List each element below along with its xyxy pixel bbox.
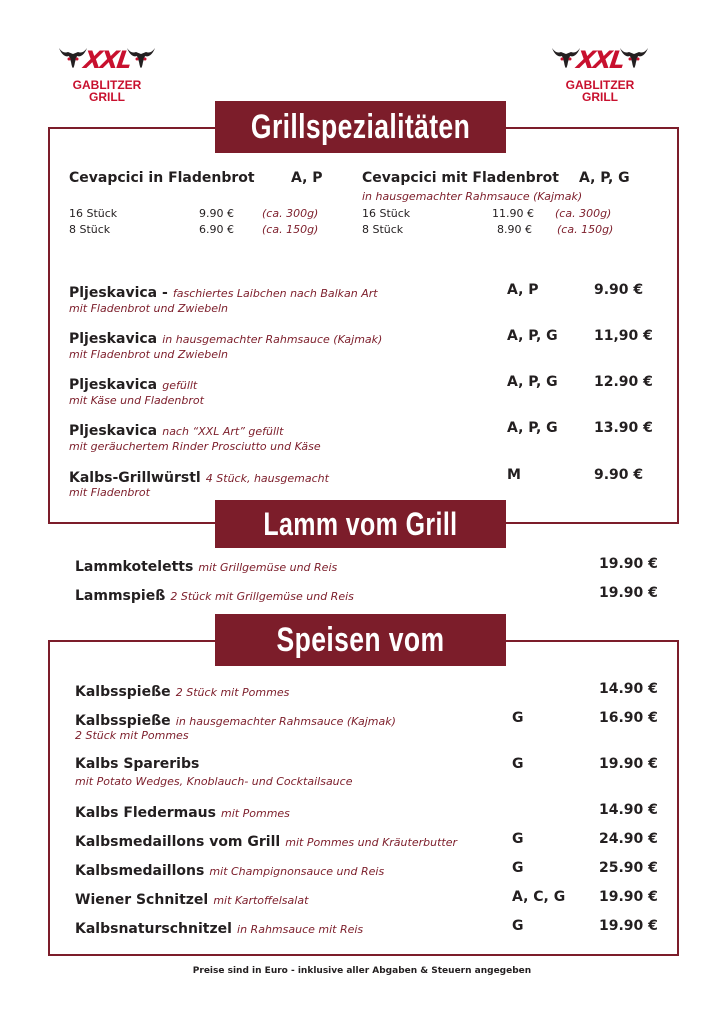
item-name: Kalbsnaturschnitzel xyxy=(75,921,232,937)
item-name: Pljeskavica - xyxy=(69,285,168,301)
footer-note: Preise sind in Euro - inklusive aller Abgaben & Steuern angegeben xyxy=(192,966,532,976)
cevapcici-right-name: Cevapcici mit Fladenbrot xyxy=(362,170,559,186)
item-price: 19.90 € xyxy=(599,889,658,905)
item-description: in Rahmsauce mit Reis xyxy=(237,923,364,936)
item-name: Kalbsmedaillons vom Grill xyxy=(75,834,281,850)
item-price: 9.90 € xyxy=(594,467,644,483)
cevapcici-right-qty-2: 8 Stück xyxy=(362,223,404,236)
item-description-2: mit Fladenbrot und Zwiebeln xyxy=(69,302,229,315)
item-price: 16.90 € xyxy=(599,710,658,726)
item-description: in hausgemachter Rahmsauce (Kajmak) xyxy=(162,333,383,346)
item-name: Kalbsspieße xyxy=(75,684,171,700)
cevapcici-right-qty-1: 16 Stück xyxy=(362,207,411,220)
item-description: nach “XXL Art” gefüllt xyxy=(162,425,284,438)
item-price: 24.90 € xyxy=(599,831,658,847)
grill-section-frame xyxy=(48,127,679,524)
logo-mark: XXL xyxy=(81,46,133,74)
item-description-2: mit geräuchertem Rinder Prosciutto und Käse xyxy=(69,440,321,453)
logo-right xyxy=(550,44,650,110)
item-allergens: A, C, G xyxy=(512,889,566,905)
item-price: 14.90 € xyxy=(599,681,658,697)
item-price: 13.90 € xyxy=(594,420,653,436)
cevapcici-right-weight-2: (ca. 150g) xyxy=(557,223,614,236)
item-name: Kalbs Fledermaus xyxy=(75,805,216,821)
item-allergens: G xyxy=(512,756,524,772)
item-name: Pljeskavica xyxy=(69,423,158,439)
item-price: 19.90 € xyxy=(599,556,658,572)
item-description-2: mit Fladenbrot und Zwiebeln xyxy=(69,348,229,361)
item-description-2: 2 Stück mit Pommes xyxy=(75,729,189,742)
item-allergens: M xyxy=(507,467,521,483)
cevapcici-right-allergens: A, P, G xyxy=(579,170,630,186)
logo-mark: XXL xyxy=(574,46,626,74)
item-allergens: A, P, G xyxy=(507,328,558,344)
item-description: in hausgemachter Rahmsauce (Kajmak) xyxy=(175,715,396,728)
logo-brand: GABLITZER GRILL xyxy=(72,78,142,104)
logo-left xyxy=(57,44,157,110)
item-description: mit Pommes xyxy=(221,807,290,820)
item-allergens: A, P xyxy=(507,282,539,298)
item-description: 4 Stück, hausgemacht xyxy=(205,472,329,485)
item-description: 2 Stück mit Pommes xyxy=(175,686,290,699)
cevapcici-right-price-1: 11.90 € xyxy=(492,207,534,220)
item-name: Pljeskavica xyxy=(69,331,158,347)
item-price: 14.90 € xyxy=(599,802,658,818)
item-price: 9.90 € xyxy=(594,282,644,298)
item-name: Pljeskavica xyxy=(69,377,158,393)
cevapcici-right-desc: in hausgemachter Rahmsauce (Kajmak) xyxy=(362,190,583,203)
item-allergens: G xyxy=(512,710,524,726)
section-title-lamm: Lamm vom Grill xyxy=(215,500,506,548)
cevapcici-left-qty-2: 8 Stück xyxy=(69,223,111,236)
item-allergens: G xyxy=(512,831,524,847)
item-description: mit Pommes und Kräuterbutter xyxy=(285,836,457,849)
item-name: Lammkoteletts xyxy=(75,559,194,575)
cevapcici-right-price-2: 8.90 € xyxy=(497,223,532,236)
cevapcici-left-qty-1: 16 Stück xyxy=(69,207,118,220)
item-allergens: A, P, G xyxy=(507,420,558,436)
item-name: Kalbsmedaillons xyxy=(75,863,205,879)
section-title-grill: Grillspezialitäten xyxy=(215,101,506,153)
item-description-2: mit Potato Wedges, Knoblauch- und Cocktailsauce xyxy=(75,775,353,788)
item-price: 19.90 € xyxy=(599,756,658,772)
item-price: 25.90 € xyxy=(599,860,658,876)
item-name: Wiener Schnitzel xyxy=(75,892,209,908)
item-name: Lammspieß xyxy=(75,588,166,604)
item-description: faschiertes Laibchen nach Balkan Art xyxy=(172,287,378,300)
item-allergens: G xyxy=(512,860,524,876)
item-description: mit Grillgemüse und Reis xyxy=(198,561,338,574)
item-description: mit Kartoffelsalat xyxy=(213,894,309,907)
item-description-2: mit Fladenbrot xyxy=(69,486,150,499)
item-allergens: A, P, G xyxy=(507,374,558,390)
cevapcici-left-name: Cevapcici in Fladenbrot xyxy=(69,170,255,186)
cevapcici-left-allergens: A, P xyxy=(291,170,323,186)
item-description: 2 Stück mit Grillgemüse und Reis xyxy=(170,590,354,603)
cevapcici-left-weight-1: (ca. 300g) xyxy=(262,207,319,220)
item-price: 12.90 € xyxy=(594,374,653,390)
item-price: 11,90 € xyxy=(594,328,653,344)
item-name: Kalbs Spareribs xyxy=(75,756,200,772)
item-description-2: mit Käse und Fladenbrot xyxy=(69,394,204,407)
cevapcici-left-weight-2: (ca. 150g) xyxy=(262,223,319,236)
cevapcici-left-price-2: 6.90 € xyxy=(199,223,234,236)
item-description: mit Champignonsauce und Reis xyxy=(209,865,385,878)
item-price: 19.90 € xyxy=(599,585,658,601)
item-allergens: G xyxy=(512,918,524,934)
cevapcici-left-price-1: 9.90 € xyxy=(199,207,234,220)
item-description: gefüllt xyxy=(162,379,198,392)
logo-brand: GABLITZER GRILL xyxy=(565,78,635,104)
section-title-kalb: Speisen vom Kalb xyxy=(215,614,506,666)
item-name: Kalbsspieße xyxy=(75,713,171,729)
item-price: 19.90 € xyxy=(599,918,658,934)
item-name: Kalbs-Grillwürstl xyxy=(69,470,201,486)
cevapcici-right-weight-1: (ca. 300g) xyxy=(555,207,612,220)
